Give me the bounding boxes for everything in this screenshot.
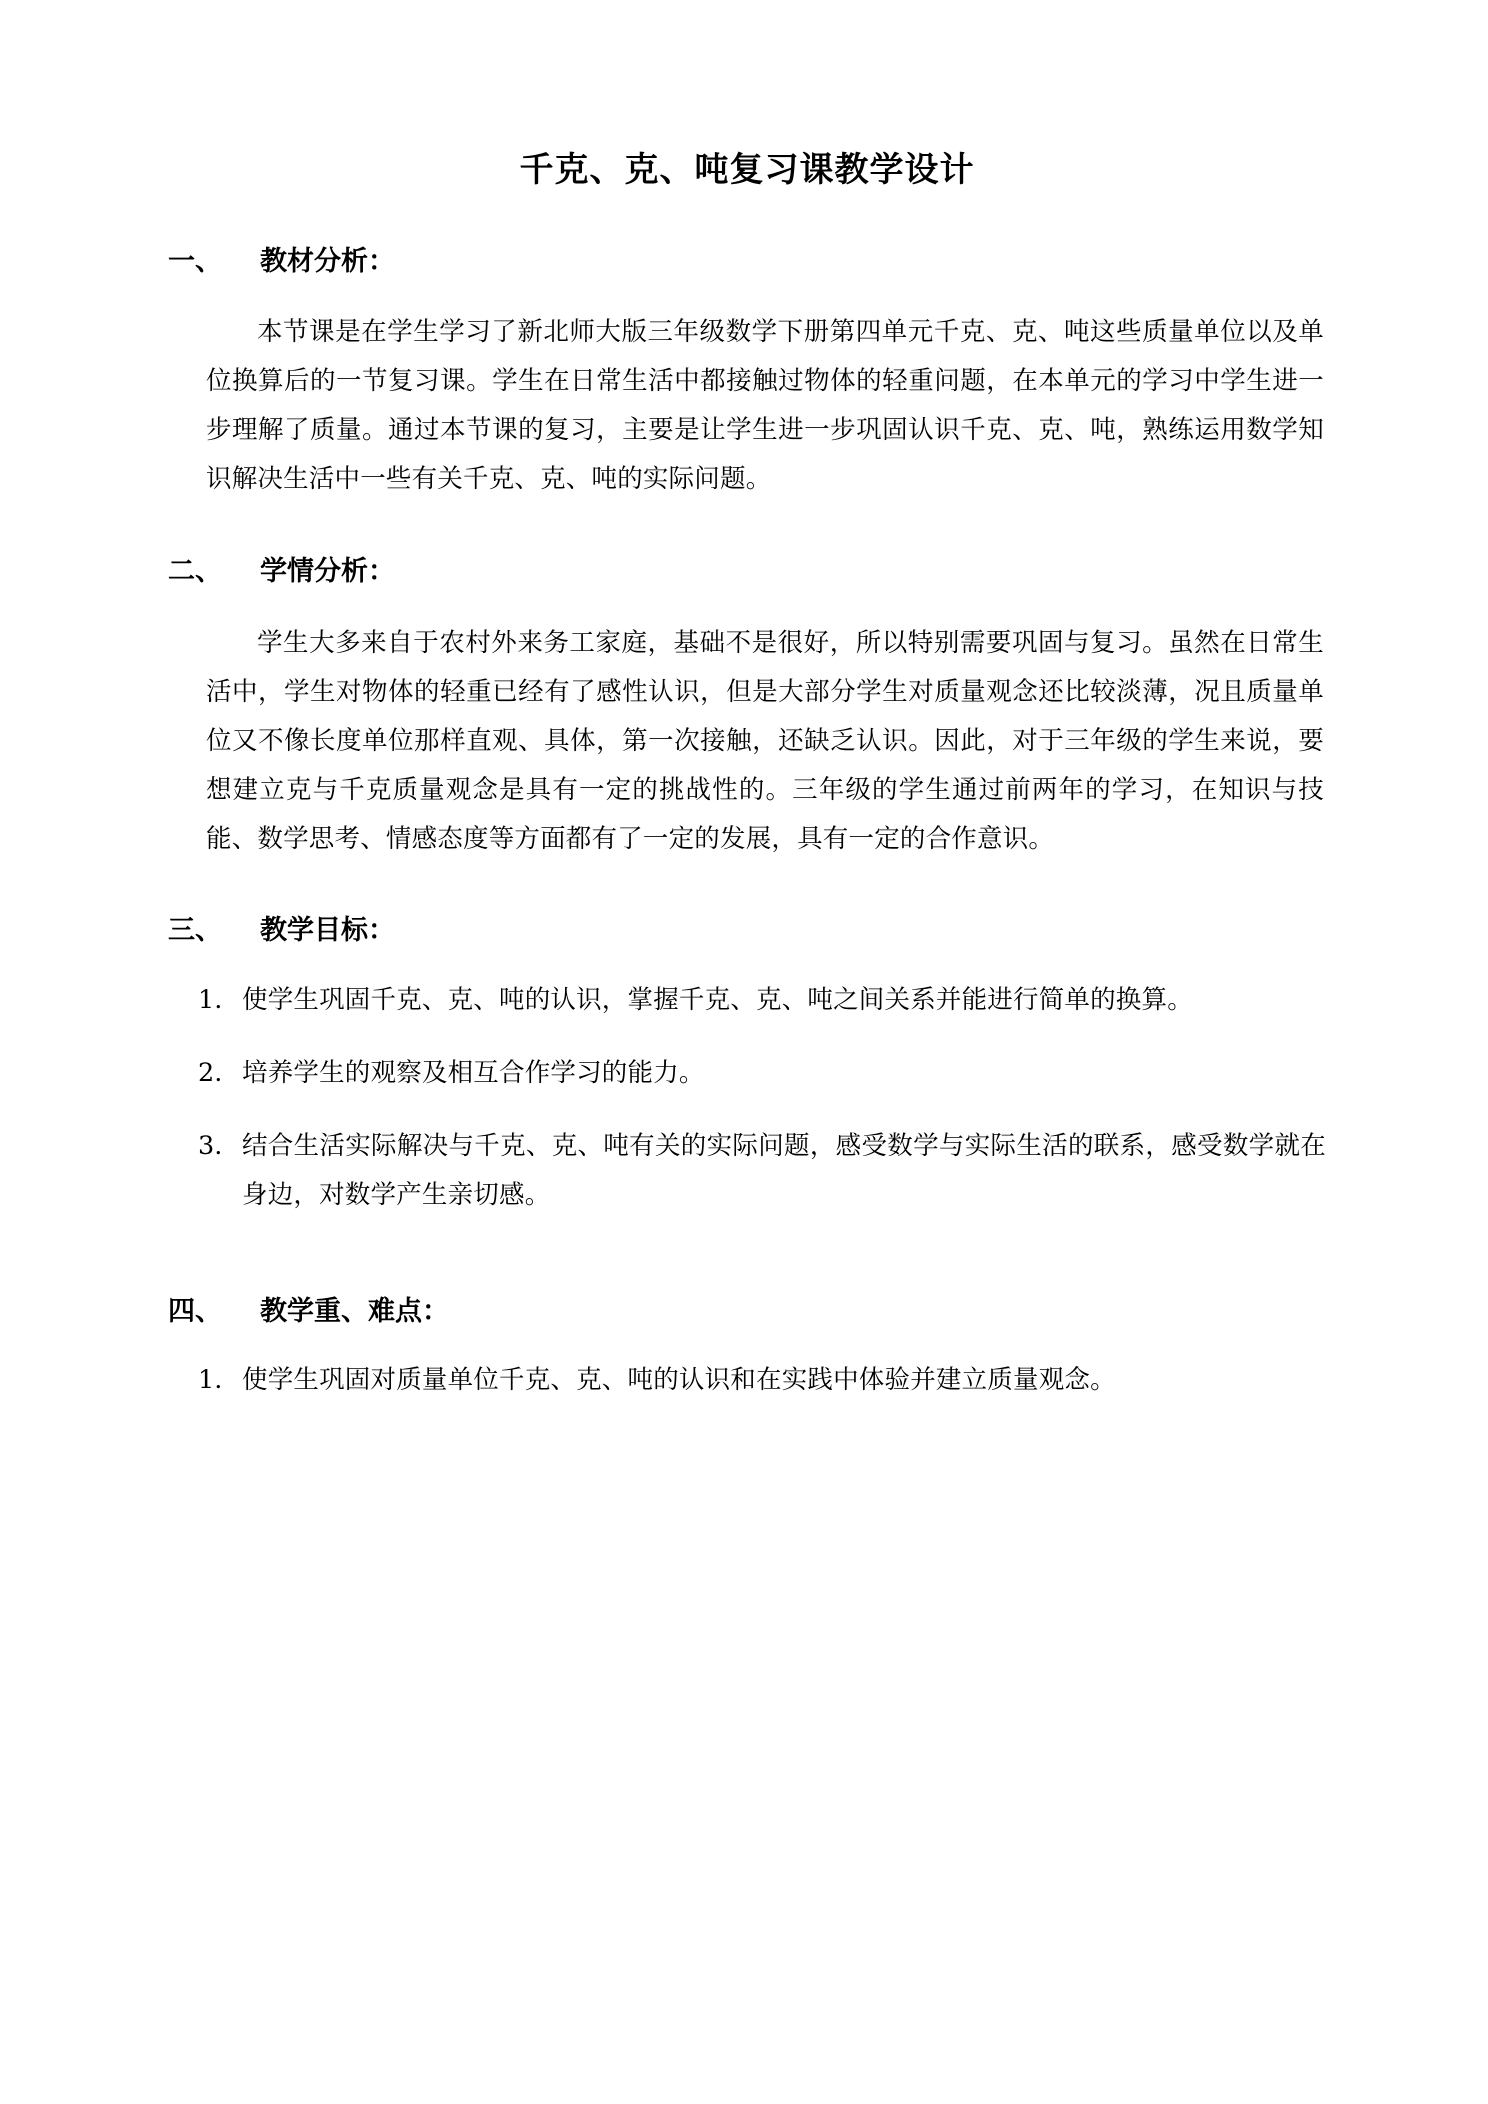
section-list: [168, 1336, 1326, 1405]
section-label: 教学重、难点：: [260, 1295, 449, 1327]
document-content: [168, 0, 1326, 1429]
list-item-marker: 2.: [198, 1057, 223, 1088]
paragraph: 本节课是在学生学习了新北师大版三年级数学下册第四单元千克、克、吨这些质量单位以及单位换算后的一节复习课。学生在日常生活中都接触过物体的轻重问题，在本单元的学习中学生进一步理解了质量。通过本节课的复习，主要是让学生进一步巩固认识千克、克、吨，熟练运用数学知识解决生活中一些有关千克、克、吨的实际问题。: [206, 317, 1324, 495]
section-body: [168, 597, 1326, 864]
paragraph: 学生大多来自于农村外来务工家庭，基础不是很好，所以特别需要巩固与复习。虽然在日常生活中，学生对物体的轻重已经有了感性认识，但是大部分学生对质量观念还比较淡薄，况且质量单位又不像长度单位那样直观、具体，第一次接触，还缺乏认识。因此，对于三年级的学生来说，要想建立克与千克质量观念是具有一定的挑战性的。三年级的学生通过前两年的学习，在知识与技能、数学思考、情感态度等方面都有了一定的发展，具有一定的合作意识。: [206, 627, 1324, 854]
section-jiaoxue-zhongnandian: [168, 1244, 1326, 1405]
list-item: [198, 1049, 1326, 1098]
list-item: [198, 1122, 1326, 1220]
list-item-text: 使学生巩固对质量单位千克、克、吨的认识和在实践中体验并建立质量观念。: [242, 1365, 1116, 1396]
section-number: 四、: [168, 1295, 222, 1327]
section-body: [168, 286, 1326, 504]
page-title: 千克、克、吨复习课教学设计: [519, 150, 975, 190]
section-number: 一、: [168, 245, 222, 277]
list-item-text: 结合生活实际解决与千克、克、吨有关的实际问题，感受数学与实际生活的联系，感受数学就在身边，对数学产生亲切感。: [242, 1130, 1326, 1210]
section-heading: [168, 1244, 1326, 1337]
section-label: 学情分析：: [260, 556, 395, 588]
list-item-text: 培养学生的观察及相互合作学习的能力。: [242, 1057, 705, 1088]
section-heading: [168, 194, 1326, 287]
section-heading: [168, 504, 1326, 597]
section-number: 三、: [168, 915, 222, 947]
list-item: [198, 1356, 1326, 1405]
list-item-text: 使学生巩固千克、克、吨的认识，掌握千克、克、吨之间关系并能进行简单的换算。: [242, 984, 1193, 1015]
section-label: 教材分析：: [260, 245, 395, 277]
section-xueqing-fenxi: [168, 504, 1326, 863]
list-item-marker: 3.: [198, 1130, 223, 1161]
section-label: 教学目标：: [260, 915, 395, 947]
section-number: 二、: [168, 556, 222, 588]
list-item-marker: 1.: [198, 984, 223, 1015]
section-heading: [168, 863, 1326, 956]
section-jiaoxue-mubiao: [168, 863, 1326, 1219]
list-item-marker: 1.: [198, 1365, 223, 1396]
section-list: [168, 956, 1326, 1220]
list-item: [198, 976, 1326, 1025]
section-jiaocai-fenxi: [168, 194, 1326, 504]
